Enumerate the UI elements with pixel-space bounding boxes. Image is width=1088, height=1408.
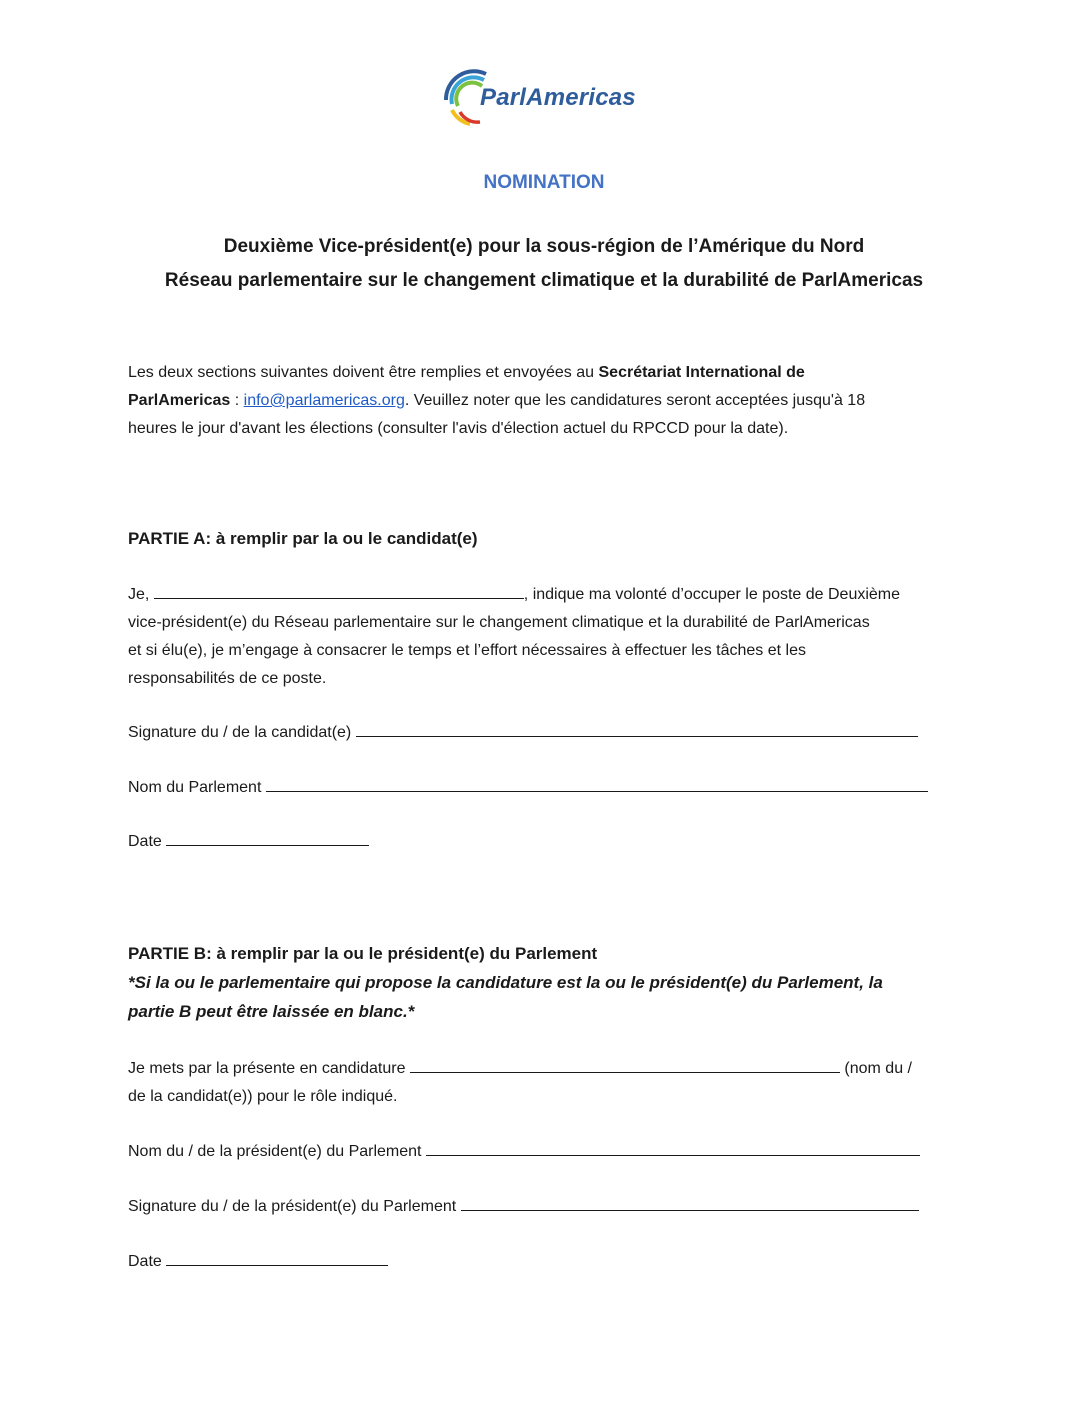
parliament-name-row: Nom du Parlement (128, 774, 928, 802)
parliament-name-field[interactable] (266, 777, 928, 792)
president-signature-row: Signature du / de la président(e) du Parlement (128, 1193, 919, 1221)
president-name-field[interactable] (426, 1141, 920, 1156)
part-a-line-3: et si élu(e), je m’engage à consacrer le temps et l’effort nécessaires à effectuer les tâches et les (128, 642, 806, 659)
part-a-date-field[interactable] (166, 831, 369, 846)
email-link[interactable]: info@parlamericas.org (243, 392, 405, 409)
logo-wordmark: ParlAmericas (480, 84, 636, 111)
part-b-note-line-1: *Si la ou le parlementaire qui propose la candidature est la ou le président(e) du Parlement, la (128, 973, 883, 992)
part-b-heading: PARTIE B: à remplir par la ou le président(e) du Parlement (128, 944, 598, 963)
position-title: Deuxième Vice-président(e) pour la sous-région de l’Amérique du Nord (223, 236, 865, 257)
intro-line-2: ParlAmericas : info@parlamericas.org. Veuillez noter que les candidatures seront acceptées jusqu'à 18 (128, 392, 866, 409)
president-signature-field[interactable] (461, 1196, 919, 1211)
candidate-signature-field[interactable] (356, 722, 918, 737)
part-b-date-field[interactable] (166, 1251, 388, 1266)
part-b-note-line-2: partie B peut être laissée en blanc.* (128, 1002, 415, 1021)
part-a-date-row: Date (128, 828, 369, 856)
president-name-row: Nom du / de la président(e) du Parlement (128, 1138, 920, 1166)
part-b-line-2: de la candidat(e)) pour le rôle indiqué. (128, 1088, 398, 1105)
candidate-name-field[interactable] (154, 584, 524, 599)
candidate-signature-row: Signature du / de la candidat(e) (128, 719, 918, 747)
part-a-line-1: Je, , indique ma volonté d’occuper le poste de Deuxième (128, 586, 901, 603)
network-title: Réseau parlementaire sur le changement climatique et la durabilité de ParlAmericas (164, 270, 924, 291)
part-a-heading: PARTIE A: à remplir par la ou le candidat(e) (128, 529, 478, 548)
page-title: NOMINATION (483, 172, 605, 193)
intro-line-3: heures le jour d'avant les élections (consulter l'avis d'élection actuel du RPCCD pour la date). (128, 420, 789, 437)
part-b-line-1: Je mets par la présente en candidature (nom du / (128, 1060, 912, 1077)
part-b-date-row: Date (128, 1248, 388, 1276)
parlamericas-logo (440, 66, 660, 130)
part-a-line-4: responsabilités de ce poste. (128, 670, 327, 687)
nominee-name-field[interactable] (410, 1058, 840, 1073)
part-a-line-2: vice-président(e) du Réseau parlementaire sur le changement climatique et la durabilité de ParlAmericas (128, 614, 870, 631)
intro-line-1: Les deux sections suivantes doivent être remplies et envoyées au Secrétariat International de (128, 364, 805, 381)
